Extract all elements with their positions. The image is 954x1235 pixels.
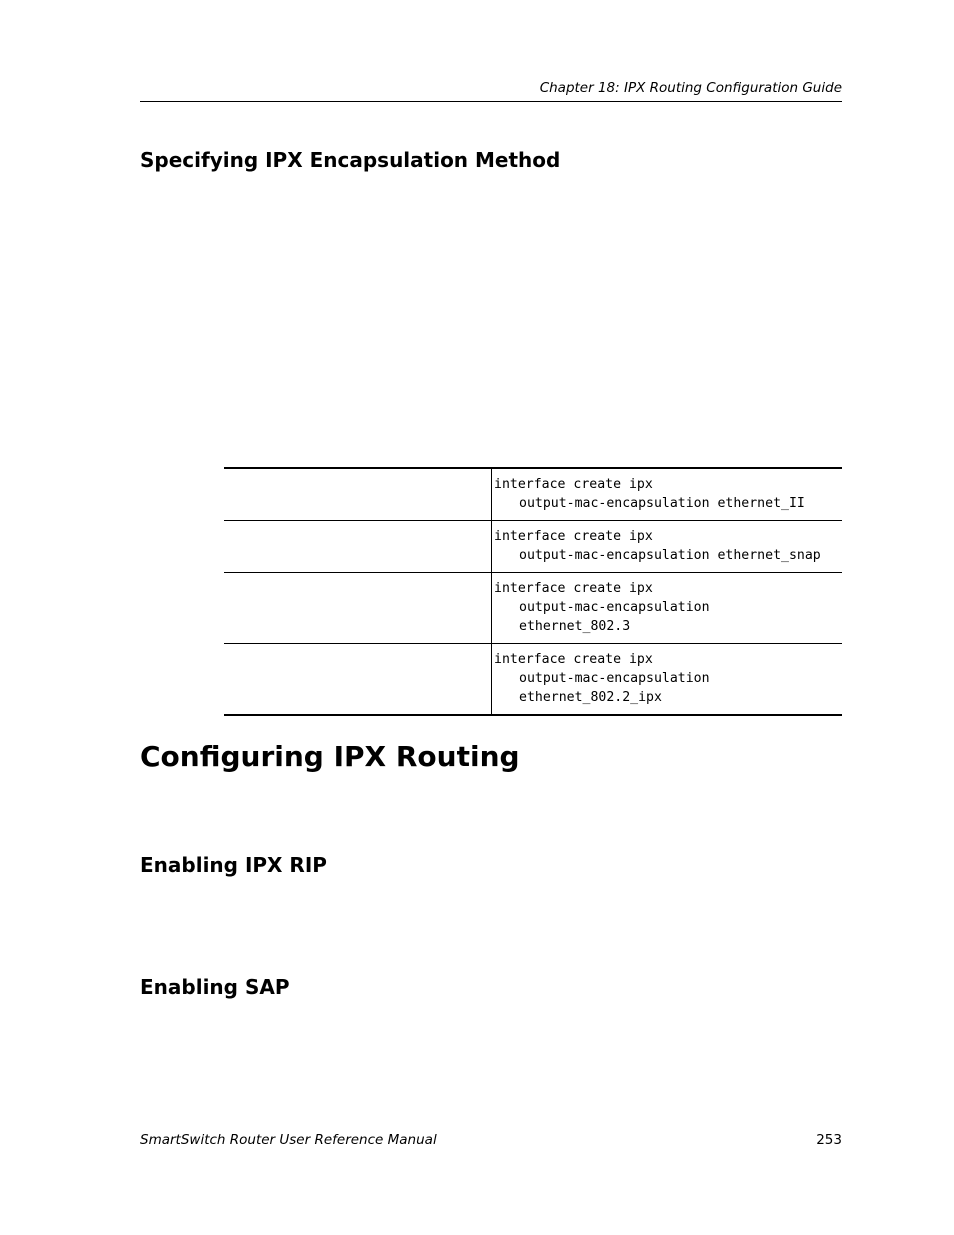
command-line: ethernet_802.3: [519, 619, 631, 634]
command-line: output-mac-encapsulation: [519, 600, 710, 615]
command-line: output-mac-encapsulation: [519, 671, 710, 686]
table-cell-command: [492, 468, 843, 521]
command-line: interface create ipx: [494, 581, 653, 596]
footer-page-number: 253: [816, 1132, 842, 1148]
command-line: output-mac-encapsulation ethernet_snap: [519, 548, 821, 563]
rip-heading: Enabling IPX RIP: [140, 853, 327, 877]
table-cell-description: [224, 521, 492, 573]
sap-heading: Enabling SAP: [140, 975, 290, 999]
command-line: interface create ipx: [494, 477, 653, 492]
table-cell-command: [492, 573, 843, 644]
command-line: output-mac-encapsulation ethernet_II: [519, 496, 805, 511]
encapsulation-heading: Specifying IPX Encapsulation Method: [140, 148, 561, 172]
command-line: interface create ipx: [494, 529, 653, 544]
table-row: [224, 521, 842, 573]
table-cell-command: [492, 644, 843, 716]
command-line: interface create ipx: [494, 652, 653, 667]
table-cell-description: [224, 573, 492, 644]
footer-manual-title: SmartSwitch Router User Reference Manual: [140, 1132, 437, 1148]
command-line: ethernet_802.2_ipx: [519, 690, 662, 705]
header-rule: [140, 101, 842, 102]
table-row: [224, 573, 842, 644]
table-cell-command: [492, 521, 843, 573]
table-cell-description: [224, 468, 492, 521]
running-header: Chapter 18: IPX Routing Configuration Guide: [539, 80, 842, 96]
encapsulation-table: [224, 467, 842, 716]
table-cell-description: [224, 644, 492, 716]
configuring-heading: Configuring IPX Routing: [140, 740, 520, 773]
table-row: [224, 644, 842, 716]
table-row: [224, 468, 842, 521]
